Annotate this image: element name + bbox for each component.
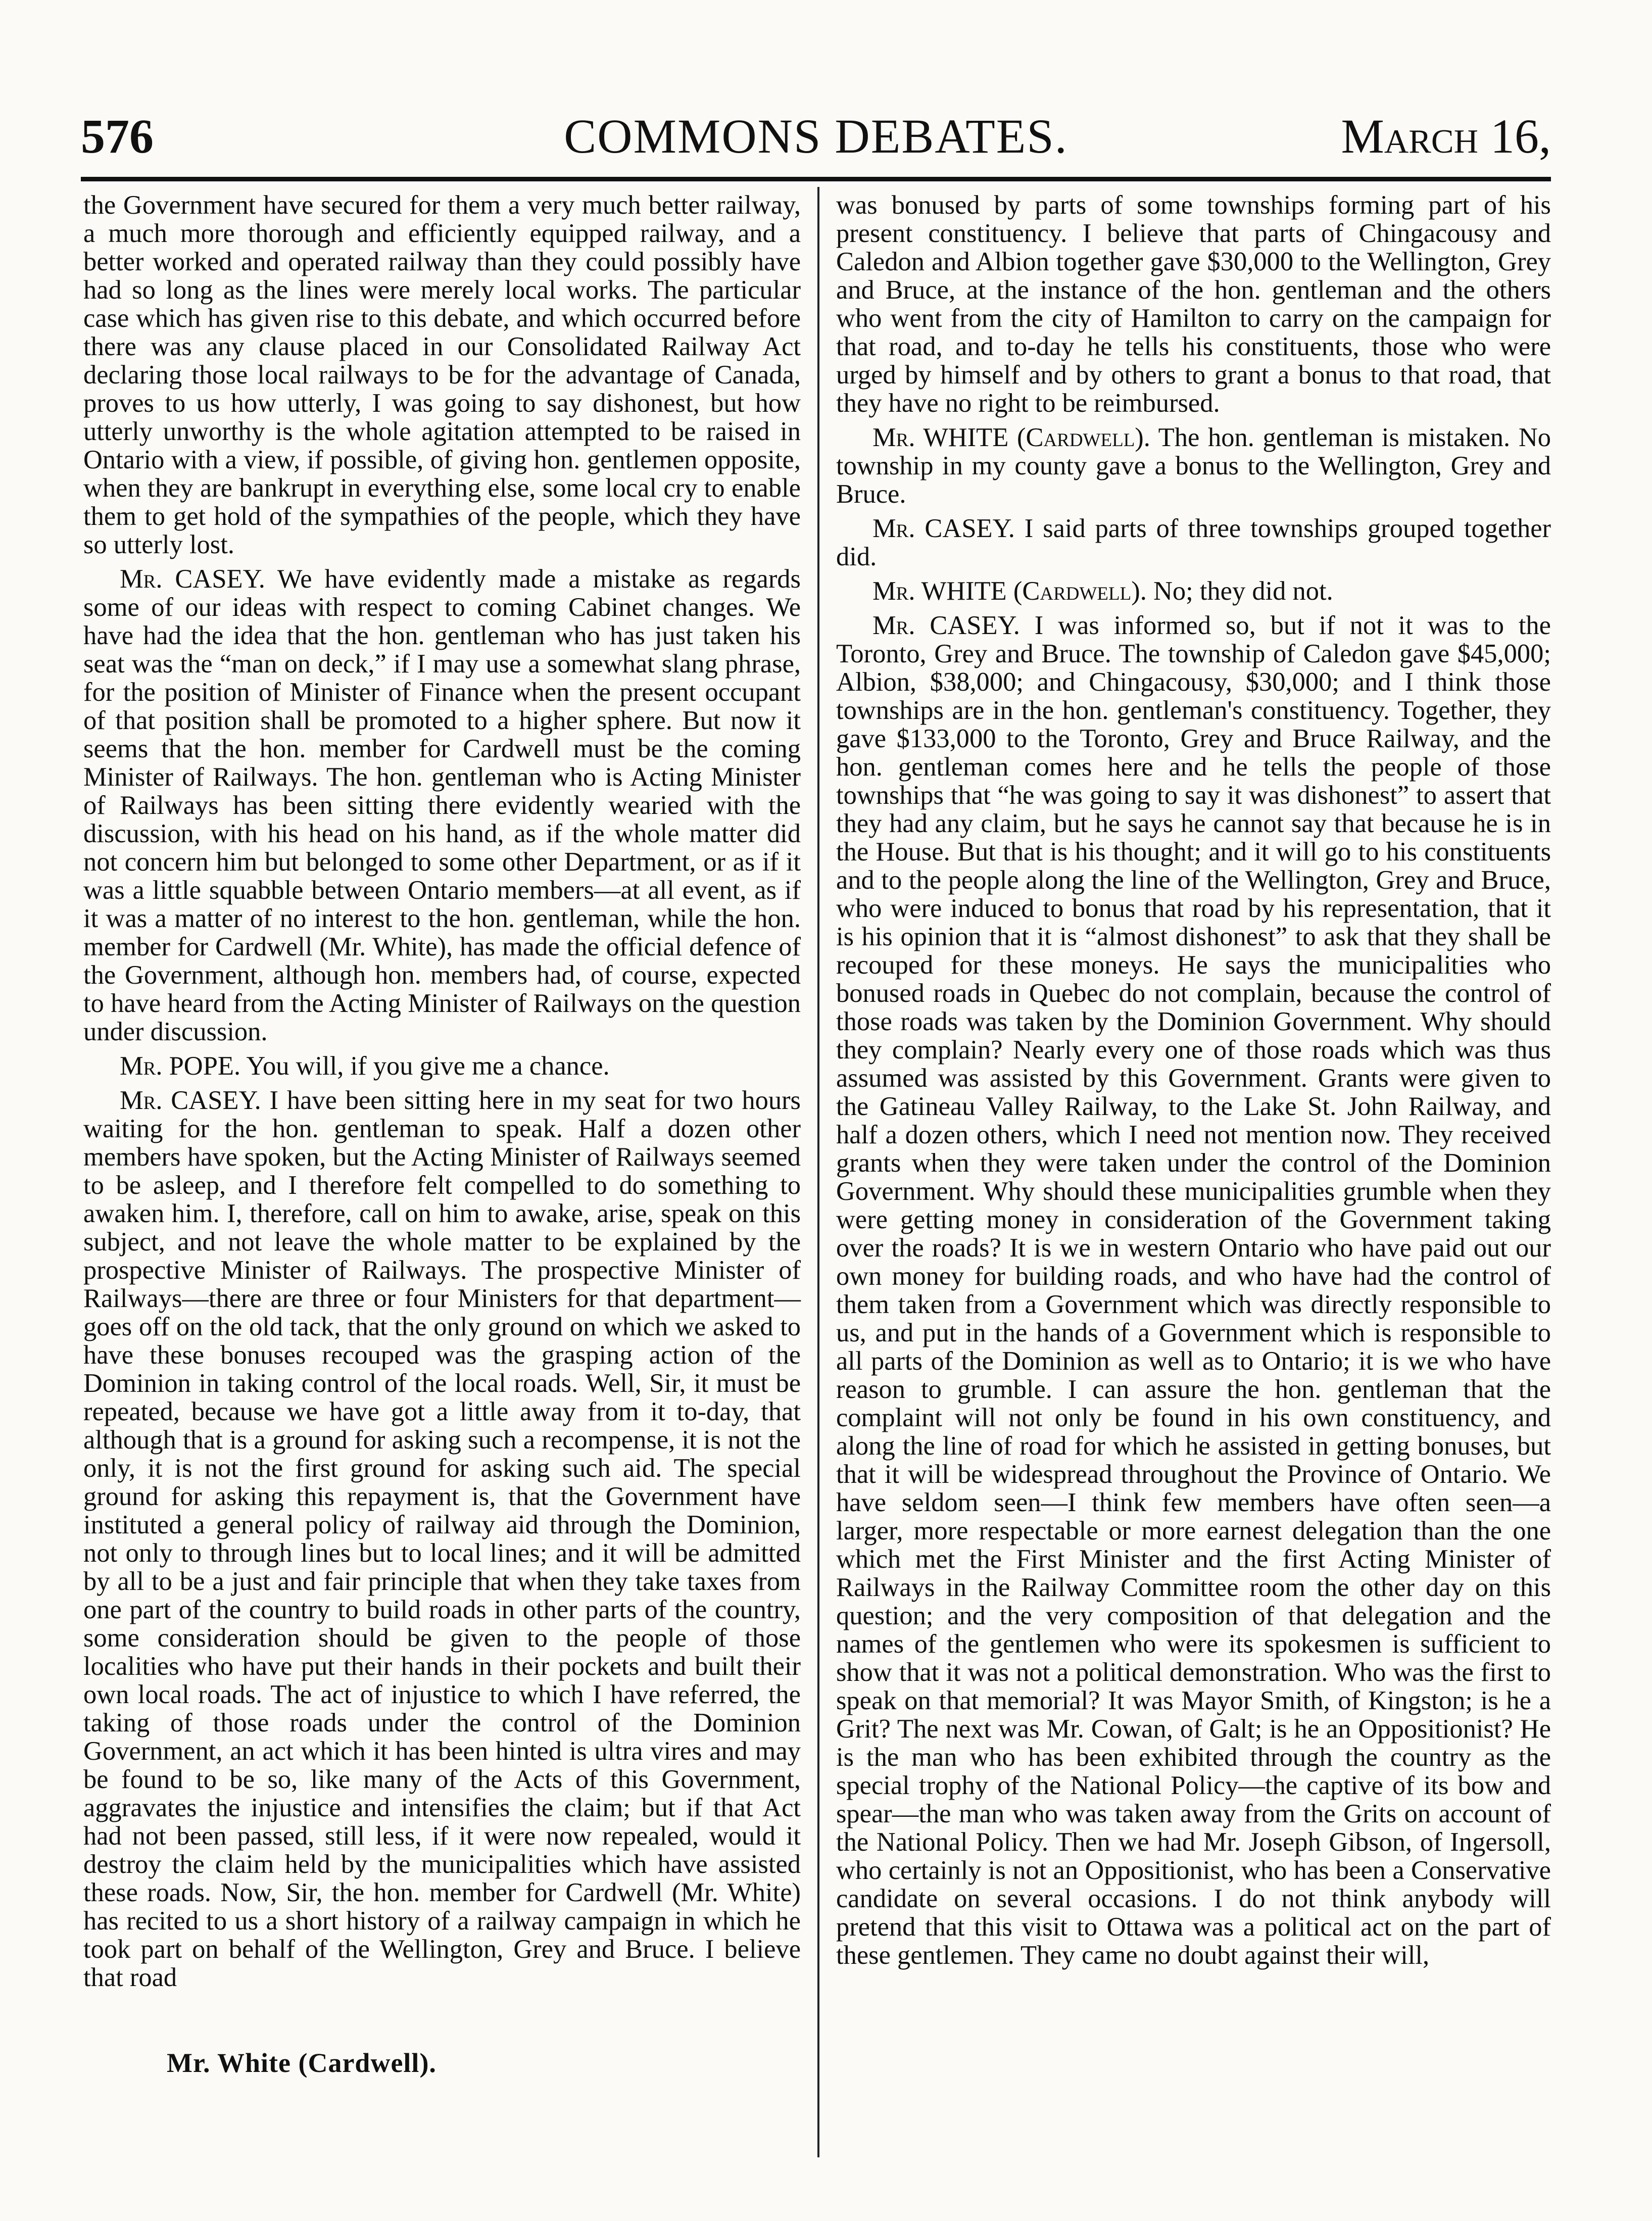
speaker-name: Mr. CASEY. — [120, 564, 265, 594]
column-divider — [817, 187, 819, 2157]
page-title: COMMONS DEBATES. — [564, 109, 1068, 163]
speaker-name: Mr. POPE. — [120, 1051, 241, 1081]
left-column — [83, 191, 801, 1998]
right-column — [836, 191, 1551, 1975]
header-rule — [81, 177, 1551, 181]
speaker-name: Mr. CASEY. — [872, 611, 1020, 640]
paragraph: Mr. POPE. You will, if you give me a chance. — [120, 1051, 610, 1081]
speaker-name: Mr. CASEY. — [120, 1086, 261, 1115]
page-header — [81, 101, 1551, 172]
paragraph: Mr. WHITE (Cardwell). The hon. gentleman is mistaken. No township in my county gave a bonus to the Wellington, Grey and Bruce. — [836, 423, 1551, 509]
paragraph: Mr. WHITE (Cardwell). No; they did not. — [872, 576, 1333, 606]
paragraph: Mr. CASEY. I was informed so, but if not it was to the Toronto, Grey and Bruce. The township of Caledon gave $45,000; Albion, $38,000; and Chingacousy, $30,000; and I think those townships are in the hon. gentleman's constituency. Together, they gave $133,000 to the Toronto, Grey and Bruce Railway, and the hon. gentleman comes here and he tells the people of those townships that “he was going to say it was dishonest” to assert that they had any claim, but he says he cannot say that because he is in the House. But that is his thought; and it will go to his constituents and to the people along the line of the Wellington, Grey and Bruce, who were induced to bonus that road by his representation, that it is his opinion that it is “almost dishonest” to ask that they shall be recouped for these moneys. He says the municipalities who bonused roads in Quebec do not complain, because the control of those roads was taken by the Dominion Government. Why should they complain? Nearly every one of those roads which was thus assumed was assisted by this Government. Grants were given to the Gatineau Valley Railway, to the Lake St. John Railway, and half a dozen others, which I need not mention now. They received grants when they were taken under the control of the Dominion Government. Why should these municipalities grumble when they were getting money in consideration of the Government taking over the roads? It is we in western Ontario who have paid out our own money for building roads, and who have had the control of them taken from a Government which was directly responsible to us, and put in the hands of a Government which is responsible to all parts of the Dominion as well as to Ontario; it is we who have reason to grumble. I can assure the hon. gentleman that the complaint will not only be found in his own constituency, and along the line of road for which he assisted in getting bonuses, but that it will be widespread throughout the Province of Ontario. We have seldom seen—I think few members have often seen—a larger, more respectable or more earnest delegation than the one which met the First Minister and the first Acting Minister of Railways in the Railway Committee room the other day on this question; and the very composition of that delegation and the names of the gentlemen who were its spokesmen is sufficient to show that it was not a political demonstration. Who was the first to speak on that memorial? It was Mayor Smith, of Kingston; is he a Grit? The next was Mr. Cowan, of Galt; is he an Oppositionist? He is the man who has been exhibited through the country as the special trophy of the National Policy—the captive of its bow and spear—the man who was taken away from the Grits on account of the National Policy. Then we had Mr. Joseph Gibson, of Ingersoll, who certainly is not an Oppositionist, who has been a Conservative candidate on several occasions. I do not think anybody will pretend that this visit to Ottawa was a political act on the part of these gentlemen. They came no doubt against their will, — [836, 611, 1551, 1970]
paragraph: was bonused by parts of some townships forming part of his present constituency. I believe that parts of Chingacousy and Caledon and Albion together gave $30,000 to the Wellington, Grey and Bruce, at the instance of the hon. gentleman and the others who went from the city of Hamilton to carry on the campaign for that road, and to-day he tells his constituents, those who were urged by himself and by others to grant a bonus to that road, that they have no right to be reimbursed. — [836, 190, 1551, 418]
paragraph: Mr. CASEY. We have evidently made a mistake as regards some of our ideas with respect to coming Cabinet changes. We have had the idea that the hon. gentleman who has just taken his seat was the “man on deck,” if I may use a somewhat slang phrase, for the position of Minister of Finance when the present occupant of that position shall be promoted to a higher sphere. But now it seems that the hon. member for Cardwell must be the coming Minister of Railways. The hon. gentleman who is Acting Minister of Railways has been sitting there evidently wearied with the discussion, with his head on his hand, as if the whole matter did not concern him but belonged to some other Department, or as if it was a little squabble between Ontario members—at all event, as if it was a matter of no interest to the hon. gentleman, while the hon. member for Cardwell (Mr. White), has made the official defence of the Government, although hon. members had, of course, expected to have heard from the Acting Minister of Railways on the question under discussion. — [83, 564, 801, 1046]
catchword: Mr. White (Cardwell). — [167, 2048, 436, 2078]
paragraph: Mr. CASEY. I have been sitting here in my seat for two hours waiting for the hon. gentleman to speak. Half a dozen other members have spoken, but the Acting Minister of Railways seemed to be asleep, and I therefore felt compelled to do something to awaken him. I, therefore, call on him to awake, arise, speak on this subject, and not leave the whole matter to be explained by the prospective Minister of Railways. The prospective Minister of Railways—there are three or four Ministers for that department—goes off on the old tack, that the only ground on which we asked to have these bonuses recouped was the grasping action of the Dominion in taking control of the local roads. Well, Sir, it must be repeated, because we have got a little away from it to-day, that although that is a ground for asking such a recompense, it is not the only, it is not the first ground for asking such aid. The special ground for asking this repayment is, that the Government have instituted a general policy of railway aid through the Dominion, not only to through lines but to local lines; and it will be admitted by all to be a just and fair principle that when they take taxes from one part of the country to build roads in other parts of the country, some consideration should be given to the people of those localities who have put their hands in their pockets and built their own local roads. The act of injustice to which I have referred, the taking of those roads under the control of the Dominion Government, an act which it has been hinted is ultra vires and may be found to be so, like many of the Acts of this Government, aggravates the injustice and intensifies the claim; but if that Act had not been passed, still less, if it were now repealed, would it destroy the claim held by the municipalities which have assisted these roads. Now, Sir, the hon. member for Cardwell (Mr. White) has recited to us a short history of a railway campaign in which he took part on behalf of the Wellington, Grey and Bruce. I believe that road — [83, 1086, 801, 1992]
paragraph: Mr. CASEY. I said parts of three townships grouped together did. — [836, 514, 1551, 571]
speaker-name: Mr. CASEY. — [872, 514, 1015, 543]
page-date: March 16, — [1341, 109, 1551, 163]
paragraph: the Government have secured for them a very much better railway, a much more thorough and efficiently equipped railway, and a better worked and operated railway than they could possibly have had so long as the lines were merely local works. The particular case which has given rise to this debate, and which occurred before there was any clause placed in our Consolidated Railway Act declaring those local railways to be for the advantage of Canada, proves to us how utterly, I was going to say dishonest, but how utterly unworthy is the whole agitation attempted to be raised in Ontario with a view, if possible, of giving hon. gentlemen opposite, when they are bankrupt in everything else, some local cry to enable them to get hold of the sympathies of the people, which they have so utterly lost. — [83, 190, 801, 559]
page-number: 576 — [81, 109, 154, 163]
speaker-name: Mr. WHITE (Cardwell). — [872, 423, 1150, 452]
speaker-name: Mr. WHITE (Cardwell). — [872, 576, 1147, 606]
